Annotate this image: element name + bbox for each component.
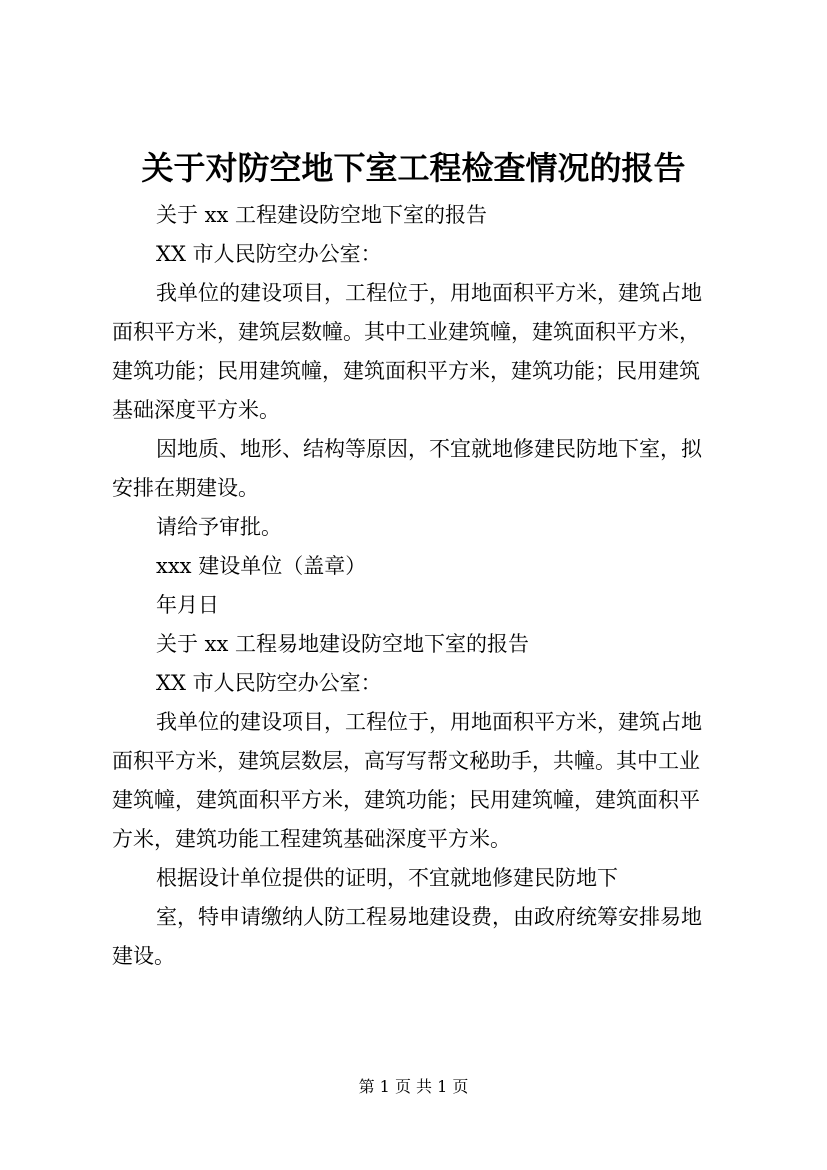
paragraph-line: 安排在期建设。 — [112, 476, 259, 500]
page-number-footer: 第 1 页 共 1 页 — [358, 1077, 469, 1096]
paragraph-line: 面积平方米，建筑层数层，高写写帮文秘助手，共幢。其中工业 — [112, 749, 700, 773]
paragraph-line: 关于 xx 工程易地建设防空地下室的报告 — [156, 632, 530, 656]
paragraph-line: 室，特申请缴纳人防工程易地建设费，由政府统筹安排易地 — [156, 905, 702, 929]
paragraph-line: XX 市人民防空办公室： — [156, 671, 382, 695]
paragraph-line: 基础深度平方米。 — [112, 398, 280, 422]
paragraph-line: 关于 xx 工程建设防空地下室的报告 — [156, 203, 488, 227]
paragraph-line: 年月日 — [156, 593, 219, 617]
paragraph-line: 方米，建筑功能工程建筑基础深度平方米。 — [112, 827, 511, 851]
paragraph-line: 建筑功能；民用建筑幢，建筑面积平方米，建筑功能；民用建筑 — [112, 359, 700, 383]
paragraph-line: 我单位的建设项目，工程位于，用地面积平方米，建筑占地 — [156, 281, 702, 305]
paragraph-line: 因地质、地形、结构等原因，不宜就地修建民防地下室，拟 — [156, 437, 702, 461]
paragraph-line: 面积平方米，建筑层数幢。其中工业建筑幢，建筑面积平方米， — [112, 320, 700, 344]
paragraph-line: 根据设计单位提供的证明，不宜就地修建民防地下 — [156, 866, 618, 890]
paragraph-line: 建筑幢，建筑面积平方米，建筑功能；民用建筑幢，建筑面积平 — [112, 788, 700, 812]
paragraph-line: 请给予审批。 — [156, 515, 282, 539]
paragraph-line: xxx 建设单位（盖章） — [156, 554, 367, 578]
paragraph-line: 我单位的建设项目，工程位于，用地面积平方米，建筑占地 — [156, 710, 702, 734]
paragraph-line: XX 市人民防空办公室： — [156, 242, 382, 266]
document-body — [112, 196, 732, 976]
document-title: 关于对防空地下室工程检查情况的报告 — [141, 149, 686, 187]
paragraph-line: 建设。 — [112, 944, 175, 968]
